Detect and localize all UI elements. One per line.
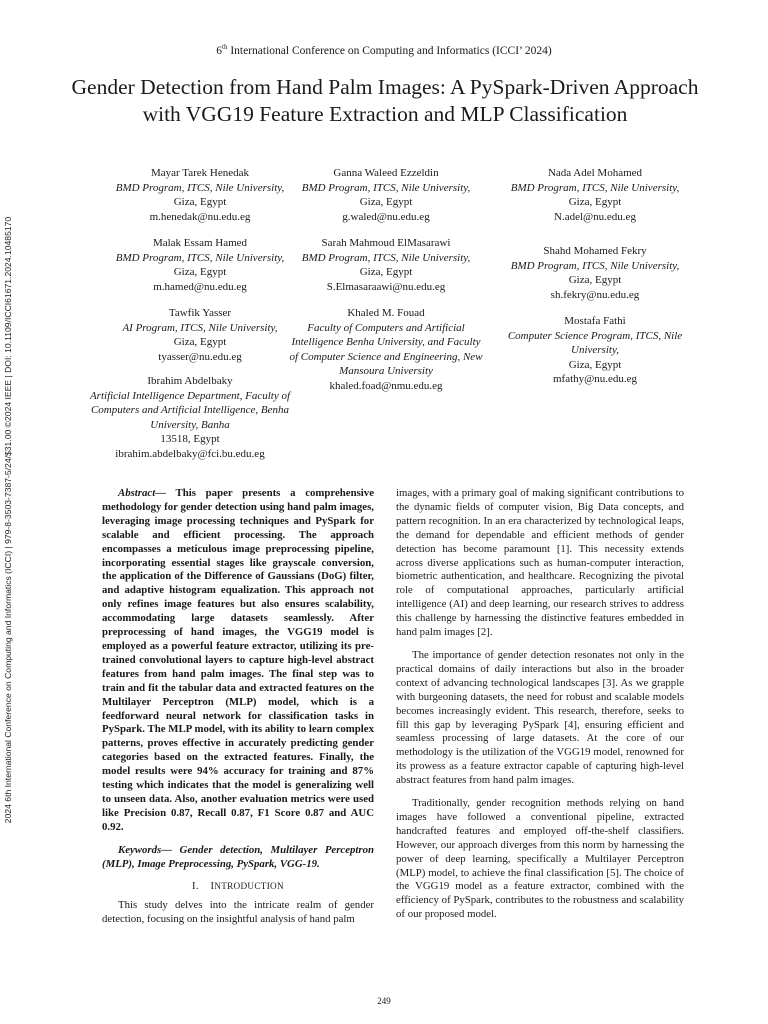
conference-ordinal: th [222,43,228,51]
abstract [102,487,374,835]
author-name: Khaled M. Fouad [347,307,425,319]
left-column [102,487,374,936]
body-paragraph: The importance of gender detection resonates not only in the practical domains of daily interactions but also in the broader context of advancing technological landscapes [3]. As we grapple with burgeoning datasets, the need for robust and scalable models becomes increasingly evident. This research, therefore, seeks to fill this gap by leveraging PySpark [4], ensuring efficient and seamless processing of large datasets. At the core of our methodology is the utilization of the VGG19 model, renowned for its prowess as a feature extractor capable of capturing high-level abstract features from hand palm images. [396,648,684,787]
author-name: Mostafa Fathi [564,315,626,327]
page-number: 249 [377,996,391,1006]
paper-title: Gender Detection from Hand Palm Images: A PySpark-Driven Approach with VGG19 Feature Extraction and MLP Classification [71,75,699,126]
author-name: Ibrahim Abdelbaky [147,375,233,387]
author-block-7 [100,306,300,364]
author-affiliation: BMD Program, ITCS, Nile University, [115,181,285,194]
author-email: m.henedak@nu.edu.eg [149,210,251,223]
author-email: S.Elmasaraawi@nu.edu.eg [326,280,446,293]
author-email: mfathy@nu.edu.eg [552,373,638,385]
abstract-label: Abstract— [118,487,166,499]
body-paragraph: images, with a primary goal of making significant contributions to the dynamic fields of computer vision, Big Data concepts, and pattern recognition. In an era characterized by technological leaps, the demand for dependable and efficient methods of gender detection has become paramount [1]. This necessity extends across diverse applications such as human-computer interaction, biometric authentication, and healthcare. Recognizing the pivotal role of computational approaches, particularly artificial intelligence (AI) and deep learning, our research strives to address this challenge by harnessing the distinctive features embedded in hand palm images [2]. [396,487,684,639]
intro-paragraph: This study delves into the intricate realm of gender detection, focusing on the insightful analysis of hand palm [102,899,374,926]
section-title-initial: I [210,881,215,893]
author-name: Tawfik Yasser [168,307,232,319]
author-affiliation: Artificial Intelligence Department, Faculty of Computers and Artificial Intelligence, Benha University, Banha [89,389,291,431]
author-affiliation-location: Giza, Egypt [568,274,622,286]
author-email: m.hamed@nu.edu.eg [153,280,247,293]
section-heading [102,880,374,894]
conference-header [0,43,768,57]
author-name: Mayar Tarek Henedak [151,167,249,179]
author-affiliation-location: Giza, Egypt [173,196,227,208]
author-affiliation: BMD Program, ITCS, Nile University, [301,251,471,264]
conference-number: 6 [216,44,223,57]
author-affiliation: BMD Program, ITCS, Nile University, [115,251,285,264]
author-email: g.waled@nu.edu.eg [342,210,430,223]
right-column [396,487,684,931]
author-block-2 [286,166,486,224]
author-email: N.adel@nu.edu.eg [554,210,636,223]
conference-name: International Conference on Computing and Informatics (ICCI’ 2024) [227,44,552,57]
author-email: khaled.foad@nmu.edu.eg [329,379,443,392]
doi-side-strip: 2024 6th International Conference on Computing and Informatics (ICCI) | 979-8-3503-7387-5/24/$31.00 ©2024 IEEE | DOI: 10.1109/ICCI61671.2024.10485170 [3,216,13,824]
author-affiliation: BMD Program, ITCS, Nile University, [301,181,471,194]
author-name: Nada Adel Mohamed [547,167,643,179]
body-paragraph: Traditionally, gender recognition methods relying on hand images have followed a conventional pipeline, extracted handcrafted features and employed off-the-shelf classifiers. However, our approach diverges from this norm by harnessing the power of deep learning, specifically a Multilayer Perceptron (MLP) model, to achieve the final classification [5]. The choice of the VGG19 model as a feature extractor, combined with the efficiency of PySpark, contributes to the robustness and scalability of our proposed model. [396,797,684,921]
abstract-text: This paper presents a comprehensive methodology for gender detection using hand palm images, leveraging image processing techniques and PySpark for scalable and efficient processing. The approach encompasses a meticulous image preprocessing pipeline, incorporating essential stages like grayscale conversion, the application of the Difference of Gaussians (DoG) filter, and adaptive histogram equalization. This approach not only refines image features but also ensures scalability, accommodating large datasets seamlessly. After preprocessing of hand images, the VGG19 model is employed as a powerful feature extractor, utilizing its pre-trained convolutional layers to capture high-level abstract features from hand palm images. The final step was to train and fit the tabular data and extracted features on the Multilayer Perceptron (MLP) model, which is a feedforward neural network for classification tasks in PySpark. The MLP model, with its ability to learn complex patterns, proves effective in accurately predicting gender categories based on the extracted features. Finally, the model results were 94% accuracy for training and 87% testing which indicates that the model is generalizing well to unseen data. Also, another evaluation metrics were used like Precision 0.87, Recall 0.87, F1 Score 0.87 and AUC 0.92. [102,487,374,833]
author-email: tyasser@nu.edu.eg [158,350,242,363]
author-affiliation: AI Program, ITCS, Nile University, [122,321,278,334]
author-affiliation: Computer Science Program, ITCS, Nile University, [507,329,683,356]
author-affiliation-location: Giza, Egypt [359,196,413,208]
author-block-5 [286,236,486,294]
author-affiliation-location: Giza, Egypt [173,336,227,348]
keywords: Keywords— Gender detection, Multilayer Perceptron (MLP), Image Preprocessing, PySpark, VGG-19. [102,843,374,870]
author-block-9 [495,314,695,387]
author-affiliation: BMD Program, ITCS, Nile University, [510,259,680,272]
author-name: Sarah Mahmoud ElMasarawi [321,237,451,249]
author-affiliation-location: Giza, Egypt [173,266,227,278]
author-block-3 [495,166,695,224]
author-block-8 [286,306,486,393]
author-affiliation: BMD Program, ITCS, Nile University, [510,181,680,194]
author-name: Ganna Waleed Ezzeldin [333,167,439,179]
author-affiliation: Faculty of Computers and Artificial Intelligence Benha University, and Faculty of Computer Science and Engineering, New Mansoura University [289,321,483,377]
section-title-rest: NTRODUCTION [214,881,284,892]
author-affiliation-location: Giza, Egypt [359,266,413,278]
author-name: Malak Essam Hamed [152,237,248,249]
author-block-4 [100,236,300,294]
author-affiliation-location: Giza, Egypt [568,196,622,208]
author-affiliation-location: Giza, Egypt [568,358,622,371]
author-email: ibrahim.abdelbaky@fci.bu.edu.eg [115,447,265,460]
author-email: sh.fekry@nu.edu.eg [550,288,640,301]
author-block-6 [495,244,695,302]
author-block-10 [80,374,300,461]
author-name: Shahd Mohamed Fekry [543,245,647,257]
author-affiliation-location: 13518, Egypt [160,433,220,445]
section-number: I. [192,881,199,893]
author-block-1 [100,166,300,224]
